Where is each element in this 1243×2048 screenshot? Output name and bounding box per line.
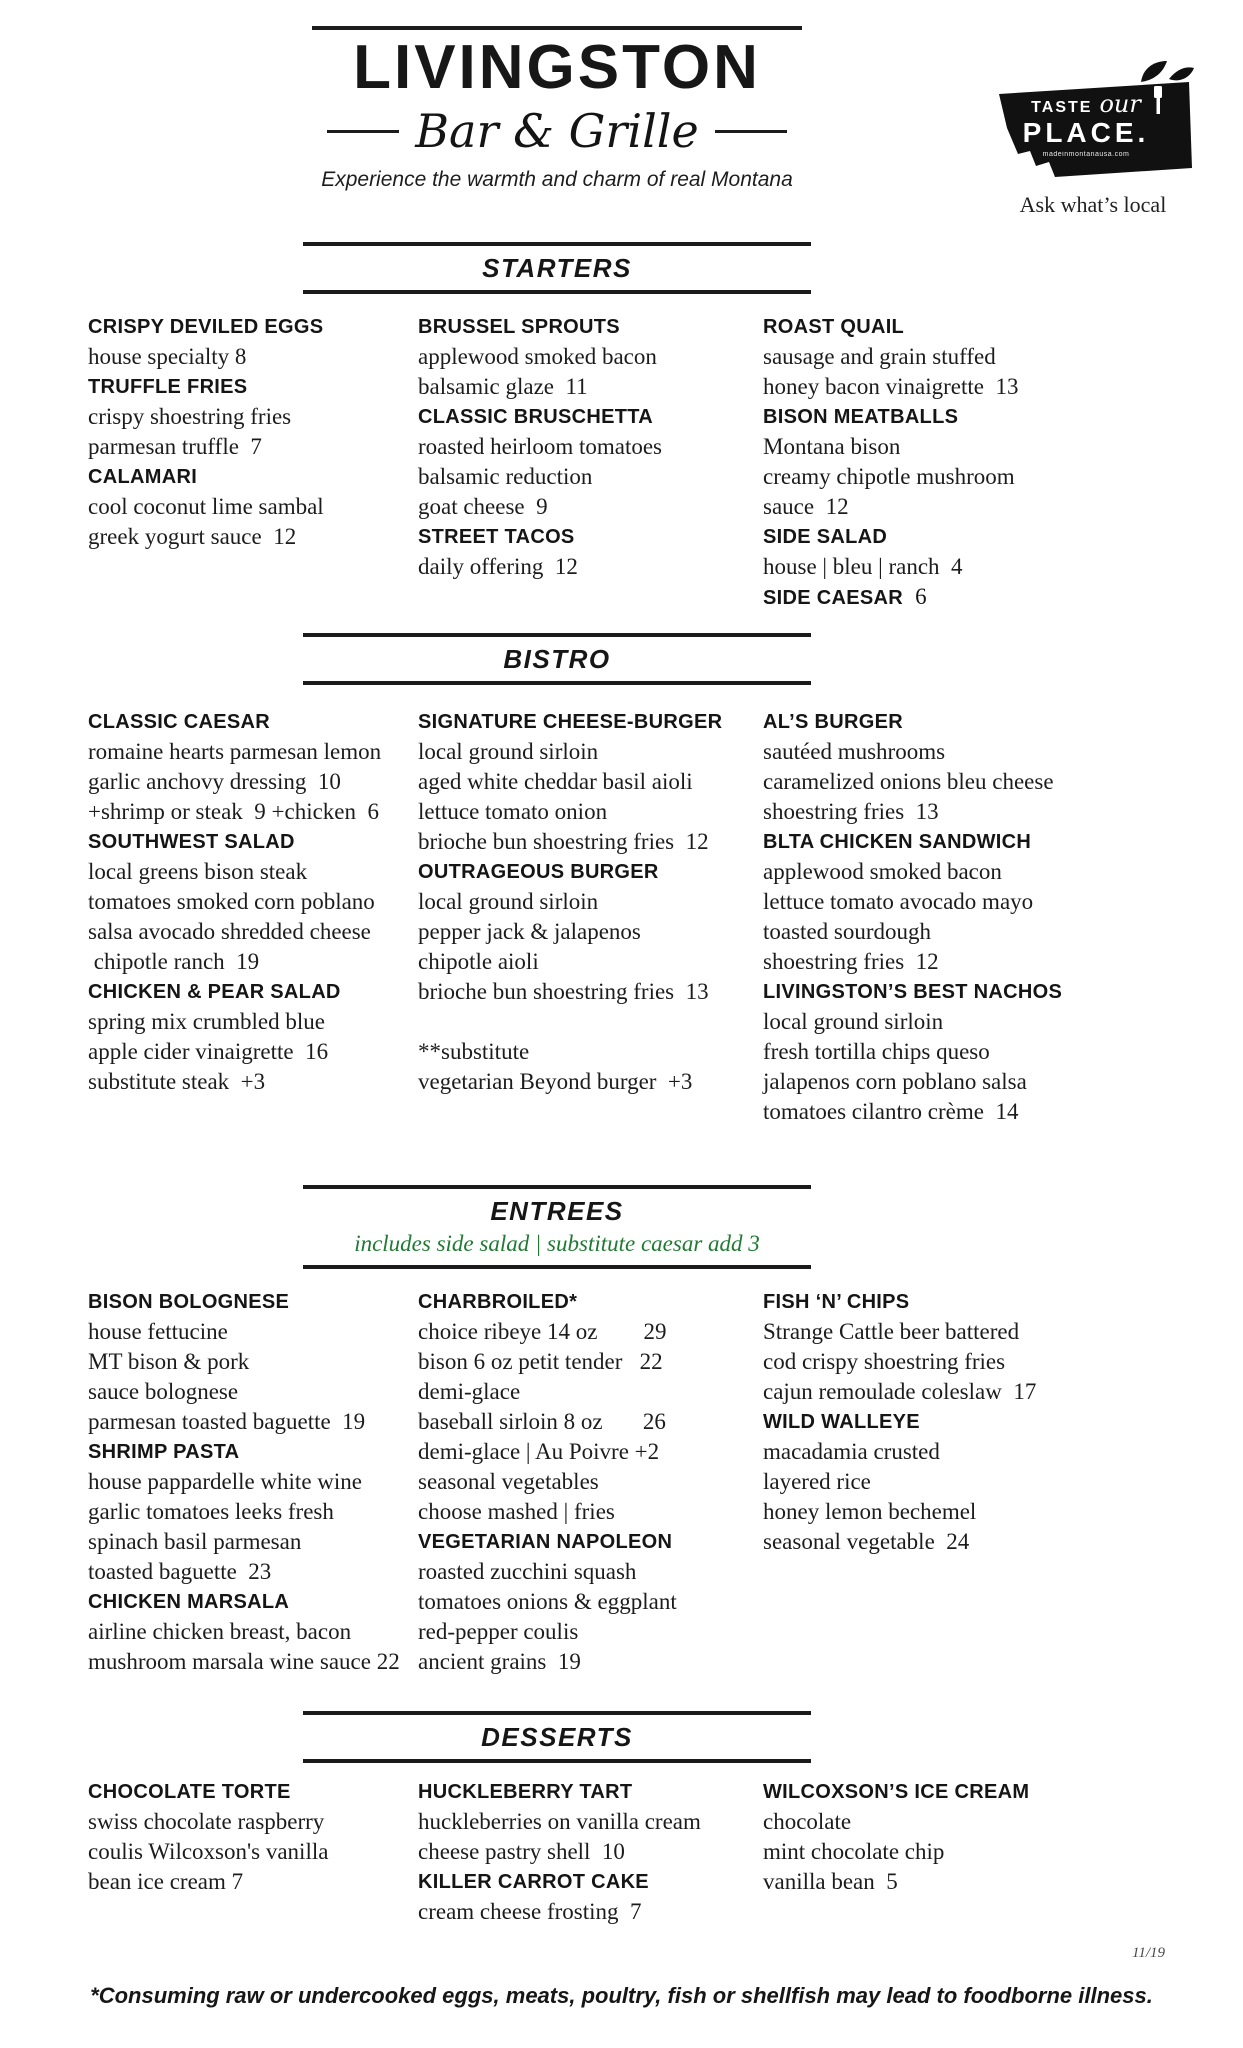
- item-name: WILD WALLEYE: [763, 1411, 920, 1433]
- revision-date: 11/19: [1131, 1945, 1165, 1961]
- item-name: WILCOXSON’S ICE CREAM: [763, 1781, 1030, 1803]
- menu-item: [418, 1527, 763, 1677]
- menu-item: [88, 462, 418, 552]
- menu-column: [763, 1287, 1108, 1557]
- item-description-line: shoestring fries 13: [763, 799, 939, 824]
- item-description-line: caramelized onions bleu cheese: [763, 769, 1054, 794]
- item-description-line: chipotle ranch 19: [88, 949, 260, 974]
- menu-column: [763, 312, 1108, 613]
- item-description-line: **substitute: [418, 1039, 530, 1064]
- item-description-line: cod crispy shoestring fries: [763, 1349, 1006, 1374]
- item-description-line: Montana bison: [763, 434, 901, 459]
- item-name: CLASSIC CAESAR: [88, 711, 270, 733]
- item-description-line: spinach basil parmesan: [88, 1529, 302, 1554]
- item-description-line: local ground sirloin: [763, 1009, 944, 1034]
- item-name: CHOCOLATE TORTE: [88, 1781, 291, 1803]
- item-name: BISON BOLOGNESE: [88, 1291, 290, 1313]
- item-name: KILLER CARROT CAKE: [418, 1871, 649, 1893]
- brand-block: [303, 26, 811, 192]
- menu-section-starters: [0, 242, 1243, 613]
- item-description-line: cajun remoulade coleslaw 17: [763, 1379, 1037, 1404]
- menu-column: [88, 312, 418, 552]
- item-name: BLTA CHICKEN SANDWICH: [763, 831, 1032, 853]
- masthead: [0, 0, 1243, 242]
- item-description-line: brioche bun shoestring fries 13: [418, 979, 709, 1004]
- menu-item: [88, 707, 418, 827]
- menu-item: [763, 582, 1108, 613]
- item-name: CRISPY DEVILED EGGS: [88, 316, 324, 338]
- menu-item: [763, 522, 1108, 582]
- section-columns: [0, 294, 1243, 613]
- menu-item: [88, 827, 418, 977]
- menu-item: [763, 1287, 1108, 1407]
- badge-word-taste: TASTE: [1031, 99, 1093, 116]
- menu-column: [418, 1777, 763, 1927]
- item-description-line: Strange Cattle beer battered: [763, 1319, 1020, 1344]
- item-description-line: sauce 12: [763, 494, 849, 519]
- menu-item: [418, 402, 763, 522]
- item-description-line: swiss chocolate raspberry: [88, 1809, 325, 1834]
- menu-item: [763, 1777, 1108, 1897]
- menu-item: [88, 1587, 418, 1677]
- item-description-line: garlic anchovy dressing 10: [88, 769, 341, 794]
- item-description-line: tomatoes onions & eggplant: [418, 1589, 677, 1614]
- menu-item: [763, 827, 1108, 977]
- item-description-line: parmesan truffle 7: [88, 434, 262, 459]
- item-description-line: house | bleu | ranch 4: [763, 554, 963, 579]
- item-description-line: toasted sourdough: [763, 919, 932, 944]
- menu-item: [763, 977, 1108, 1127]
- item-description-line: local ground sirloin: [418, 739, 599, 764]
- menu-item: [88, 1287, 418, 1437]
- item-name: SIDE SALAD: [763, 526, 888, 548]
- item-description-line: roasted zucchini squash: [418, 1559, 637, 1584]
- item-description-line: aged white cheddar basil aioli: [418, 769, 693, 794]
- item-name: FISH ‘N’ CHIPS: [763, 1291, 910, 1313]
- item-description-line: spring mix crumbled blue: [88, 1009, 325, 1034]
- disclaimer-text: *Consuming raw or undercooked eggs, meats, poultry, fish or shellfish may lead to foodborne illness.: [90, 1983, 1153, 2008]
- item-description-line: garlic tomatoes leeks fresh: [88, 1499, 334, 1524]
- item-description-line: brioche bun shoestring fries 12: [418, 829, 709, 854]
- menu-item: [418, 522, 763, 582]
- item-name: HUCKLEBERRY TART: [418, 1781, 633, 1803]
- menu-body: [0, 242, 1243, 1927]
- item-description-line: house specialty 8: [88, 344, 247, 369]
- item-description-line: shoestring fries 12: [763, 949, 939, 974]
- menu-column: [418, 312, 763, 582]
- montana-state-logo: [991, 58, 1196, 184]
- item-description-line: vanilla bean 5: [763, 1869, 898, 1894]
- menu-column: [418, 1287, 763, 1677]
- item-description-line: choose mashed | fries: [418, 1499, 615, 1524]
- menu-item: [418, 1287, 763, 1527]
- menu-column: [88, 1287, 418, 1677]
- item-name: AL’S BURGER: [763, 711, 903, 733]
- item-description-line: MT bison & pork: [88, 1349, 250, 1374]
- section-header: [303, 633, 811, 685]
- item-description-line: creamy chipotle mushroom: [763, 464, 1015, 489]
- item-description-line: lettuce tomato avocado mayo: [763, 889, 1034, 914]
- item-description-line: macadamia crusted: [763, 1439, 940, 1464]
- section-header: [303, 1185, 811, 1269]
- item-description-line: sausage and grain stuffed: [763, 344, 996, 369]
- item-description-line: red-pepper coulis: [418, 1619, 579, 1644]
- item-description-line: applewood smoked bacon: [763, 859, 1002, 884]
- page-footer: [0, 1945, 1243, 2048]
- item-description-line: local ground sirloin: [418, 889, 599, 914]
- badge-caption: Ask what’s local: [1019, 192, 1167, 217]
- item-price: 6: [903, 584, 927, 609]
- item-name: CHICKEN & PEAR SALAD: [88, 981, 341, 1003]
- menu-item: [418, 312, 763, 402]
- item-description-line: applewood smoked bacon: [418, 344, 657, 369]
- item-name: CALAMARI: [88, 466, 198, 488]
- item-name: CHICKEN MARSALA: [88, 1591, 290, 1613]
- item-name: LIVINGSTON’S BEST NACHOS: [763, 981, 1063, 1003]
- section-title: STARTERS: [482, 253, 632, 283]
- item-description-line: sauce bolognese: [88, 1379, 239, 1404]
- menu-column: [763, 707, 1108, 1127]
- item-description-line: cheese pastry shell 10: [418, 1839, 625, 1864]
- brand-script-row: [303, 102, 811, 160]
- item-name: SHRIMP PASTA: [88, 1441, 240, 1463]
- item-description-line: tomatoes smoked corn poblano: [88, 889, 375, 914]
- menu-section-entrees: [0, 1185, 1243, 1677]
- item-description-line: lettuce tomato onion: [418, 799, 608, 824]
- item-description-line: demi-glace: [418, 1379, 521, 1404]
- item-name: OUTRAGEOUS BURGER: [418, 861, 659, 883]
- item-description-line: vegetarian Beyond burger +3: [418, 1069, 693, 1094]
- section-title: DESSERTS: [481, 1722, 633, 1752]
- item-description-line: honey lemon bechemel: [763, 1499, 977, 1524]
- badge-small-text: madeinmontanausa.com: [1042, 151, 1130, 158]
- item-description-line: chocolate: [763, 1809, 852, 1834]
- menu-item: [418, 857, 763, 1007]
- item-description-line: balsamic reduction: [418, 464, 593, 489]
- item-description-line: cream cheese frosting 7: [418, 1899, 642, 1924]
- menu-item: [88, 312, 418, 372]
- section-columns: [0, 1763, 1243, 1927]
- item-name: TRUFFLE FRIES: [88, 376, 248, 398]
- item-description-line: romaine hearts parmesan lemon: [88, 739, 382, 764]
- menu-item: [88, 977, 418, 1097]
- item-description-line: choice ribeye 14 oz 29: [418, 1319, 667, 1344]
- flourish-line-left: [327, 130, 399, 133]
- item-name: CLASSIC BRUSCHETTA: [418, 406, 654, 428]
- menu-item: [763, 402, 1108, 522]
- section-columns: [0, 685, 1243, 1127]
- flourish-line-right: [715, 130, 787, 133]
- restaurant-subtitle: Bar & Grille: [415, 104, 699, 158]
- item-description-line: cool coconut lime sambal: [88, 494, 324, 519]
- item-description-line: tomatoes cilantro crème 14: [763, 1099, 1019, 1124]
- taste-our-place-badge: [988, 58, 1198, 218]
- item-description-line: sautéed mushrooms: [763, 739, 946, 764]
- item-name: STREET TACOS: [418, 526, 575, 548]
- item-description-line: house pappardelle white wine: [88, 1469, 362, 1494]
- item-description-line: apple cider vinaigrette 16: [88, 1039, 329, 1064]
- item-description-line: daily offering 12: [418, 554, 578, 579]
- item-description-line: airline chicken breast, bacon: [88, 1619, 352, 1644]
- badge-word-our: our: [1099, 90, 1141, 118]
- item-description-line: coulis Wilcoxson's vanilla: [88, 1839, 329, 1864]
- item-description-line: ancient grains 19: [418, 1649, 581, 1674]
- menu-item: [88, 372, 418, 462]
- restaurant-name: LIVINGSTON: [353, 33, 761, 102]
- tagline: Experience the warmth and charm of real Montana: [321, 168, 793, 191]
- item-description-line: substitute steak +3: [88, 1069, 266, 1094]
- section-header: [303, 1711, 811, 1763]
- item-description-line: salsa avocado shredded cheese: [88, 919, 371, 944]
- section-columns: [0, 1269, 1243, 1677]
- badge-text: [991, 90, 1182, 158]
- item-description-line: +shrimp or steak 9 +chicken 6: [88, 799, 380, 824]
- menu-section-bistro: [0, 633, 1243, 1127]
- item-description-line: pepper jack & jalapenos: [418, 919, 641, 944]
- item-description-line: crispy shoestring fries: [88, 404, 292, 429]
- menu-item: [418, 1037, 763, 1097]
- item-description-line: parmesan toasted baguette 19: [88, 1409, 366, 1434]
- menu-item: [418, 1867, 763, 1927]
- section-title: BISTRO: [503, 644, 611, 674]
- item-name: SOUTHWEST SALAD: [88, 831, 295, 853]
- item-description-line: jalapenos corn poblano salsa: [763, 1069, 1027, 1094]
- item-description-line: bean ice cream 7: [88, 1869, 244, 1894]
- menu-section-desserts: [0, 1711, 1243, 1927]
- item-description-line: local greens bison steak: [88, 859, 308, 884]
- item-description-line: balsamic glaze 11: [418, 374, 588, 399]
- item-description-line: fresh tortilla chips queso: [763, 1039, 990, 1064]
- item-description-line: mushroom marsala wine sauce 22: [88, 1649, 400, 1674]
- menu-item: [88, 1437, 418, 1587]
- item-description-line: bison 6 oz petit tender 22: [418, 1349, 663, 1374]
- item-name: BRUSSEL SPROUTS: [418, 316, 620, 338]
- item-description-line: seasonal vegetable 24: [763, 1529, 970, 1554]
- item-name: CHARBROILED*: [418, 1291, 578, 1313]
- item-description-line: layered rice: [763, 1469, 871, 1494]
- badge-word-place: PLACE.: [1022, 117, 1150, 148]
- section-note: includes side salad | substitute caesar add 3: [354, 1231, 760, 1256]
- section-title: ENTREES: [490, 1196, 624, 1226]
- item-description-line: mint chocolate chip: [763, 1839, 945, 1864]
- menu-item: [418, 1777, 763, 1867]
- item-description-line: huckleberries on vanilla cream: [418, 1809, 701, 1834]
- menu-column: [418, 707, 763, 1097]
- item-name: VEGETARIAN NAPOLEON: [418, 1531, 673, 1553]
- item-description-line: demi-glace | Au Poivre +2: [418, 1439, 660, 1464]
- item-name: SIGNATURE CHEESE-BURGER: [418, 711, 723, 733]
- menu-column: [763, 1777, 1108, 1897]
- item-description-line: toasted baguette 23: [88, 1559, 272, 1584]
- menu-column: [88, 707, 418, 1097]
- menu-column: [88, 1777, 418, 1897]
- item-name: ROAST QUAIL: [763, 316, 905, 338]
- item-description-line: chipotle aioli: [418, 949, 539, 974]
- item-description-line: goat cheese 9: [418, 494, 548, 519]
- menu-item: [763, 1407, 1108, 1557]
- menu-item: [88, 1777, 418, 1897]
- menu-item: [418, 707, 763, 857]
- item-description-line: greek yogurt sauce 12: [88, 524, 297, 549]
- section-header: [303, 242, 811, 294]
- item-description-line: honey bacon vinaigrette 13: [763, 374, 1019, 399]
- top-divider-rule: [312, 26, 802, 30]
- item-description-line: seasonal vegetables: [418, 1469, 599, 1494]
- item-name: SIDE CAESAR 6: [763, 584, 927, 609]
- item-name: BISON MEATBALLS: [763, 406, 959, 428]
- item-description-line: baseball sirloin 8 oz 26: [418, 1409, 666, 1434]
- item-description-line: roasted heirloom tomatoes: [418, 434, 662, 459]
- menu-item: [763, 707, 1108, 827]
- item-description-line: house fettucine: [88, 1319, 228, 1344]
- menu-item: [763, 312, 1108, 402]
